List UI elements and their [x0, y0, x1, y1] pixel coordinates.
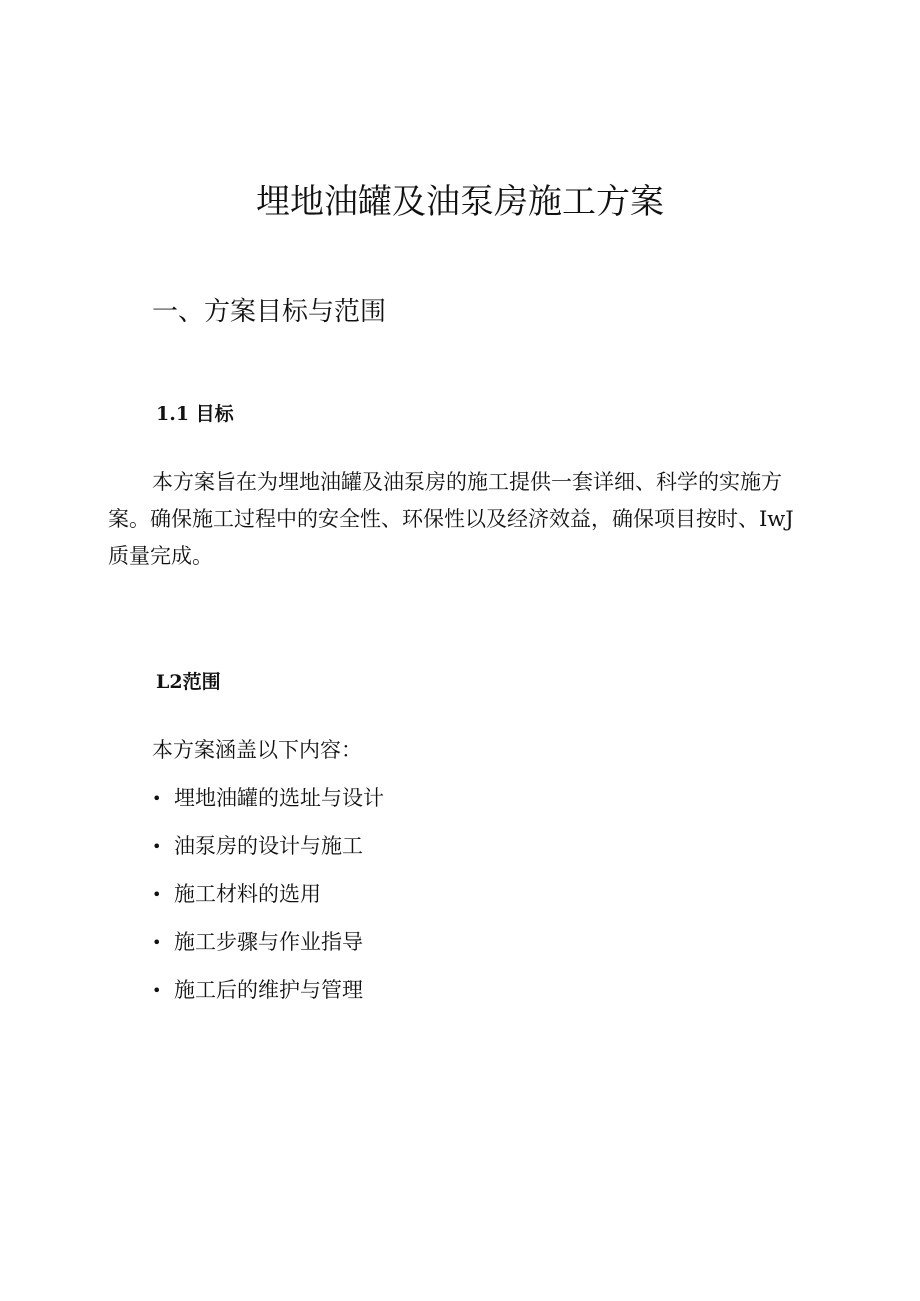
list-item-text: 油泵房的设计与施工: [174, 834, 363, 858]
document-title: 埋地油罐及油泵房施工方案: [256, 182, 664, 222]
list-item-text: 施工后的维护与管理: [174, 978, 363, 1002]
list-item-text: 施工步骤与作业指导: [174, 930, 363, 954]
bullet-icon: •: [152, 789, 162, 808]
subsection-heading-goal: 1.1 目标: [156, 403, 234, 425]
bullet-icon: •: [152, 885, 162, 904]
bullet-icon: •: [152, 837, 162, 856]
scope-list: [152, 780, 384, 1020]
list-item-text: 施工材料的选用: [174, 882, 321, 906]
scope-intro: 本方案涵盖以下内容：: [152, 738, 362, 762]
list-item-text: 埋地油罐的选址与设计: [174, 786, 384, 810]
goal-paragraph: 本方案旨在为埋地油罐及油泵房的施工提供一套详细、科学的实施方案。确保施工过程中的安全性、环保性以及经济效益，确保项目按时、IwJ质量完成。: [108, 470, 794, 568]
subsection-heading-scope: L2范围: [156, 671, 221, 693]
list-item: [152, 924, 384, 972]
list-item: [152, 780, 384, 828]
bullet-icon: •: [152, 981, 162, 1000]
list-item: [152, 828, 384, 876]
list-item: [152, 972, 384, 1020]
section-heading-goals-scope: 一、方案目标与范围: [152, 297, 387, 327]
list-item: [152, 876, 384, 924]
bullet-icon: •: [152, 933, 162, 952]
